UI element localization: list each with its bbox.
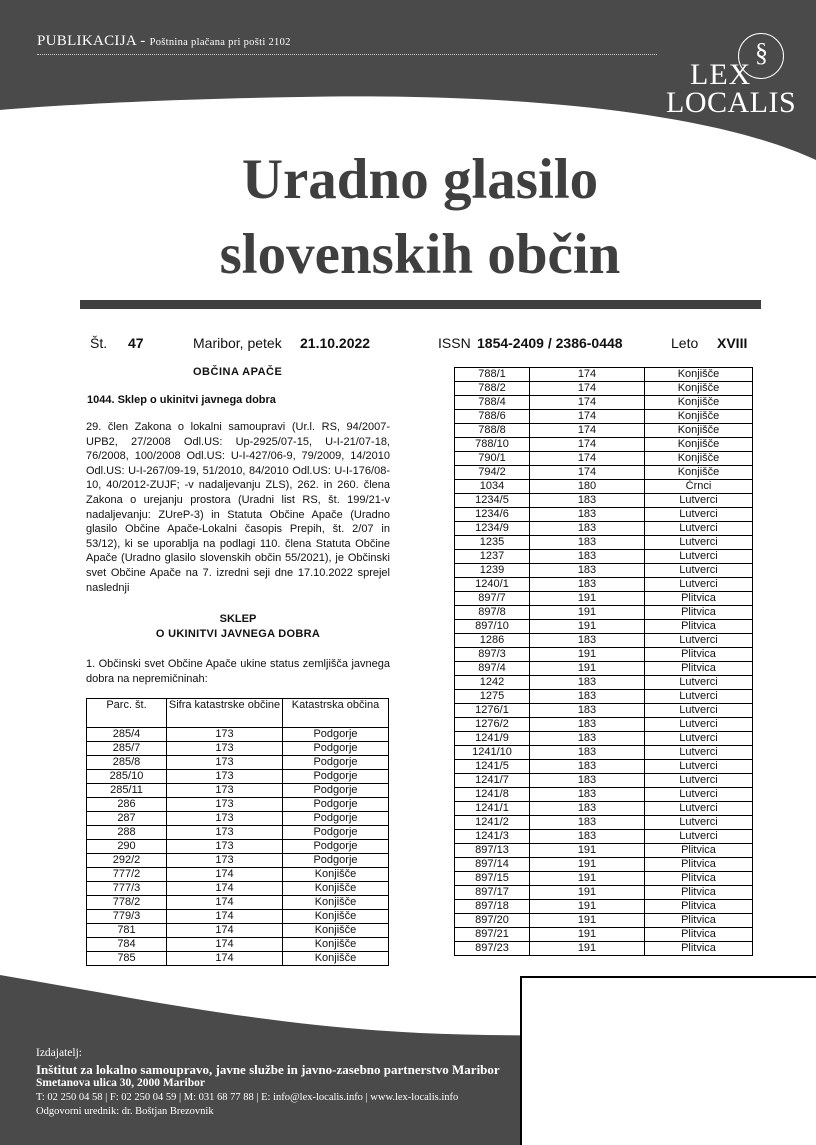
sklep-subtitle: O UKINITVI JAVNEGA DOBRA [155, 628, 321, 640]
page-title-line2: slovenskih občin [219, 223, 621, 286]
cell-code: 180 [530, 480, 645, 494]
table-row [455, 690, 753, 704]
cell-municipality: Plitvica [645, 620, 753, 634]
cell-code: 174 [167, 910, 283, 924]
cell-parcel: 897/13 [455, 844, 530, 858]
cell-parcel: 285/11 [87, 784, 167, 798]
cell-parcel: 897/15 [455, 872, 530, 886]
cell-municipality: Lutverci [645, 522, 753, 536]
cell-parcel: 1241/2 [455, 816, 530, 830]
cell-municipality: Lutverci [645, 788, 753, 802]
cell-code: 191 [530, 858, 645, 872]
cell-parcel: 897/10 [455, 620, 530, 634]
cell-municipality: Lutverci [645, 704, 753, 718]
table-row [87, 910, 389, 924]
cell-parcel: 788/10 [455, 438, 530, 452]
publisher-contacts: T: 02 250 04 58 | F: 02 250 04 59 | M: 031 68 77 88 | E: info@lex-localis.info | www.lex-localis.info [36, 1092, 459, 1103]
cell-code: 183 [530, 494, 645, 508]
cell-code: 174 [530, 424, 645, 438]
cell-municipality: Lutverci [645, 578, 753, 592]
cell-parcel: 897/8 [455, 606, 530, 620]
point-1-text: 1. Občinski svet Občine Apače ukine status zemljišča javnega dobra na nepremičninah: [86, 658, 390, 685]
issue-date: 21.10.2022 [300, 335, 371, 351]
cell-code: 183 [530, 704, 645, 718]
header-parcel: Parc. št. [87, 699, 167, 728]
cell-municipality: Konjišče [645, 466, 753, 480]
cell-code: 174 [530, 396, 645, 410]
cell-municipality: Plitvica [645, 606, 753, 620]
cell-parcel: 287 [87, 812, 167, 826]
table-row [455, 396, 753, 410]
cell-code: 173 [167, 756, 283, 770]
cell-code: 191 [530, 606, 645, 620]
issn-label: ISSN [438, 335, 471, 351]
cell-code: 173 [167, 742, 283, 756]
cell-code: 183 [530, 690, 645, 704]
table-row [87, 868, 389, 882]
cell-municipality: Konjišče [645, 452, 753, 466]
cell-parcel: 788/6 [455, 410, 530, 424]
cell-parcel: 781 [87, 924, 167, 938]
preamble-text: 29. člen Zakona o lokalni samoupravi (Ur.l. RS, 94/2007-UPB2, 27/2008 Odl.US: Up-2925/07-15, U-I-21/07-18, 76/2008, 100/2008 Odl.US: U-I-427/06-9, 79/2009, 14/2010 Odl.US: U-I-267/09-19, 51/2010, 84/2010 Odl.US: U-I-176/08-10, 40/2012-ZUJF; -v nadaljevanju ZLS), 262. in 260. člena Zakona o urejanju prostora (Uradni list RS, št. 199/21-v nadaljevanju: ZUreP-3) in Statuta Občine Apače (Uradno glasilo Občine Apače-Lokalni časopis Prepih, št. 2/07 in 53/12), ki se uporablja na podlagi 110. člena Statuta Občine Apače (Uradno glasilo slovenskih občin 55/2021), je Občinski svet Občine Apače na 7. izredni seji dne 17.10.2022 sprejel naslednji [86, 421, 390, 594]
act-title: 1044. Sklep o ukinitvi javnega dobra [87, 394, 276, 406]
cell-code: 174 [167, 896, 283, 910]
cell-code: 183 [530, 578, 645, 592]
table-row [455, 732, 753, 746]
cell-municipality: Plitvica [645, 662, 753, 676]
table-row [87, 770, 389, 784]
cell-code: 174 [530, 410, 645, 424]
table-row [455, 914, 753, 928]
cell-parcel: 1241/9 [455, 732, 530, 746]
table-header-row [87, 699, 389, 728]
cell-parcel: 785 [87, 952, 167, 966]
cell-municipality: Lutverci [645, 634, 753, 648]
cell-parcel: 285/4 [87, 728, 167, 742]
cell-municipality: Lutverci [645, 536, 753, 550]
cell-municipality: Konjišče [645, 424, 753, 438]
cell-code: 183 [530, 522, 645, 536]
cell-parcel: 1237 [455, 550, 530, 564]
cell-code: 173 [167, 770, 283, 784]
table-row [87, 924, 389, 938]
cell-parcel: 794/2 [455, 466, 530, 480]
table-row [455, 564, 753, 578]
cell-code: 183 [530, 802, 645, 816]
cell-code: 174 [530, 438, 645, 452]
cell-municipality: Podgorje [283, 784, 389, 798]
cell-code: 173 [167, 728, 283, 742]
issue-number-label: Št. [90, 335, 108, 351]
cell-municipality: Plitvica [645, 900, 753, 914]
cell-parcel: 897/14 [455, 858, 530, 872]
year-value: XVIII [717, 335, 748, 351]
cell-code: 173 [167, 854, 283, 868]
cell-parcel: 1234/6 [455, 508, 530, 522]
table-row [87, 812, 389, 826]
table-row [455, 830, 753, 844]
table-row [455, 368, 753, 382]
cell-municipality: Podgorje [283, 840, 389, 854]
postage-note: Poštnina plačana pri pošti 2102 [149, 37, 291, 48]
cell-parcel: 790/1 [455, 452, 530, 466]
cell-code: 183 [530, 508, 645, 522]
table-row [455, 410, 753, 424]
cell-municipality: Plitvica [645, 872, 753, 886]
table-row [455, 886, 753, 900]
cell-code: 191 [530, 620, 645, 634]
header-code: Sifra katastrske občine [167, 699, 283, 728]
table-row [455, 550, 753, 564]
cell-code: 191 [530, 928, 645, 942]
cell-code: 174 [530, 452, 645, 466]
cell-parcel: 788/8 [455, 424, 530, 438]
publication-label: PUBLIKACIJA - Poštnina plačana pri pošti 2102 [37, 33, 291, 49]
table-row [455, 662, 753, 676]
cell-parcel: 1234/9 [455, 522, 530, 536]
cell-municipality: Lutverci [645, 746, 753, 760]
municipality-heading: OBČINA APAČE [193, 366, 283, 378]
cell-municipality: Konjišče [283, 868, 389, 882]
cell-code: 183 [530, 634, 645, 648]
table-row [455, 844, 753, 858]
cell-code: 174 [167, 868, 283, 882]
cell-municipality: Lutverci [645, 774, 753, 788]
issue-place-day: Maribor, petek [193, 335, 282, 351]
table-row [455, 480, 753, 494]
cell-municipality: Lutverci [645, 816, 753, 830]
table-row [455, 606, 753, 620]
cell-code: 174 [530, 368, 645, 382]
cell-municipality: Lutverci [645, 494, 753, 508]
table-row [87, 756, 389, 770]
table-row [455, 466, 753, 480]
cell-code: 191 [530, 592, 645, 606]
table-row [455, 536, 753, 550]
header-divider [37, 54, 657, 55]
cell-parcel: 285/7 [87, 742, 167, 756]
table-row [455, 508, 753, 522]
cell-municipality: Plitvica [645, 942, 753, 956]
publisher-address: Smetanova ulica 30, 2000 Maribor [36, 1077, 205, 1089]
cell-parcel: 1034 [455, 480, 530, 494]
cell-parcel: 777/2 [87, 868, 167, 882]
cell-municipality: Plitvica [645, 648, 753, 662]
cell-municipality: Lutverci [645, 718, 753, 732]
cell-municipality: Lutverci [645, 802, 753, 816]
cell-code: 183 [530, 830, 645, 844]
cell-parcel: 777/3 [87, 882, 167, 896]
cell-municipality: Lutverci [645, 676, 753, 690]
table-row [455, 676, 753, 690]
cell-municipality: Lutverci [645, 690, 753, 704]
table-row [455, 942, 753, 956]
table-row [455, 424, 753, 438]
table-row [455, 746, 753, 760]
cell-parcel: 1242 [455, 676, 530, 690]
cell-municipality: Konjišče [645, 368, 753, 382]
cell-code: 174 [167, 882, 283, 896]
publisher-institute: Inštitut za lokalno samoupravo, javne službe in javno-zasebno partnerstvo Maribor [36, 1062, 500, 1077]
table-row [87, 826, 389, 840]
table-row [455, 928, 753, 942]
table-row [455, 578, 753, 592]
table-row [455, 704, 753, 718]
cell-parcel: 897/20 [455, 914, 530, 928]
table-row [87, 742, 389, 756]
cell-code: 191 [530, 648, 645, 662]
cell-parcel: 779/3 [87, 910, 167, 924]
page-title-line1: Uradno glasilo [241, 148, 599, 211]
table-row [87, 896, 389, 910]
cell-municipality: Plitvica [645, 886, 753, 900]
section-sign-icon: § [755, 38, 768, 67]
cell-municipality: Podgorje [283, 826, 389, 840]
cell-code: 183 [530, 746, 645, 760]
cell-parcel: 1241/8 [455, 788, 530, 802]
issue-number: 47 [128, 335, 144, 351]
cell-municipality: Konjišče [283, 924, 389, 938]
cell-municipality: Plitvica [645, 858, 753, 872]
cell-code: 173 [167, 798, 283, 812]
cell-parcel: 285/10 [87, 770, 167, 784]
cell-code: 174 [167, 924, 283, 938]
cell-code: 174 [530, 466, 645, 480]
table-row [455, 718, 753, 732]
cell-municipality: Konjišče [283, 910, 389, 924]
table-row [87, 728, 389, 742]
cell-parcel: 285/8 [87, 756, 167, 770]
cell-parcel: 788/4 [455, 396, 530, 410]
table-row [455, 760, 753, 774]
cell-municipality: Podgorje [283, 798, 389, 812]
cell-municipality: Lutverci [645, 760, 753, 774]
cell-parcel: 788/1 [455, 368, 530, 382]
table-row [87, 882, 389, 896]
parcels-table-left [86, 698, 389, 966]
cell-municipality: Podgorje [283, 854, 389, 868]
cell-code: 183 [530, 536, 645, 550]
cell-code: 183 [530, 718, 645, 732]
cell-municipality: Črnci [645, 480, 753, 494]
cell-code: 183 [530, 774, 645, 788]
cell-parcel: 1241/3 [455, 830, 530, 844]
table-row [455, 620, 753, 634]
cell-municipality: Lutverci [645, 732, 753, 746]
table-row [455, 900, 753, 914]
table-row [455, 774, 753, 788]
table-row [455, 802, 753, 816]
cell-parcel: 1276/1 [455, 704, 530, 718]
cell-parcel: 1235 [455, 536, 530, 550]
cell-code: 183 [530, 676, 645, 690]
blank-panel [520, 976, 816, 1145]
cell-municipality: Konjišče [283, 896, 389, 910]
cell-code: 191 [530, 942, 645, 956]
table-row [87, 938, 389, 952]
table-row [87, 798, 389, 812]
table-row [455, 494, 753, 508]
cell-municipality: Podgorje [283, 770, 389, 784]
cell-municipality: Lutverci [645, 564, 753, 578]
table-row [455, 452, 753, 466]
logo-text-localis: LOCALIS [666, 86, 797, 119]
sklep-title: SKLEP [219, 613, 257, 625]
table-row [455, 872, 753, 886]
cell-municipality: Plitvica [645, 928, 753, 942]
cell-municipality: Plitvica [645, 592, 753, 606]
publisher-editor: Odgovorni urednik: dr. Boštjan Brezovnik [36, 1106, 214, 1117]
parcels-table-right [454, 367, 753, 956]
table-row [455, 788, 753, 802]
table-row [455, 648, 753, 662]
table-row [455, 858, 753, 872]
cell-parcel: 290 [87, 840, 167, 854]
cell-parcel: 1241/10 [455, 746, 530, 760]
cell-code: 191 [530, 900, 645, 914]
cell-parcel: 1241/7 [455, 774, 530, 788]
table-row [455, 522, 753, 536]
cell-code: 174 [167, 952, 283, 966]
cell-code: 173 [167, 784, 283, 798]
cell-parcel: 897/7 [455, 592, 530, 606]
cell-code: 183 [530, 550, 645, 564]
cell-code: 183 [530, 760, 645, 774]
publisher-label: Izdajatelj: [36, 1047, 82, 1059]
cell-parcel: 788/2 [455, 382, 530, 396]
cell-parcel: 778/2 [87, 896, 167, 910]
cell-parcel: 897/17 [455, 886, 530, 900]
cell-parcel: 897/3 [455, 648, 530, 662]
cell-code: 191 [530, 844, 645, 858]
cell-municipality: Konjišče [645, 396, 753, 410]
year-label: Leto [671, 335, 699, 351]
cell-parcel: 897/4 [455, 662, 530, 676]
cell-parcel: 897/23 [455, 942, 530, 956]
cell-code: 173 [167, 812, 283, 826]
cell-code: 183 [530, 788, 645, 802]
cell-parcel: 1276/2 [455, 718, 530, 732]
table-row [455, 382, 753, 396]
cell-municipality: Podgorje [283, 742, 389, 756]
table-row [455, 592, 753, 606]
cell-municipality: Konjišče [645, 410, 753, 424]
table-row [87, 840, 389, 854]
table-row [455, 438, 753, 452]
cell-municipality: Lutverci [645, 550, 753, 564]
cell-parcel: 784 [87, 938, 167, 952]
cell-parcel: 288 [87, 826, 167, 840]
cell-municipality: Konjišče [645, 382, 753, 396]
cell-municipality: Lutverci [645, 830, 753, 844]
cell-code: 191 [530, 662, 645, 676]
cell-municipality: Podgorje [283, 812, 389, 826]
cell-code: 183 [530, 564, 645, 578]
cell-municipality: Lutverci [645, 508, 753, 522]
cell-parcel: 1286 [455, 634, 530, 648]
cell-code: 173 [167, 840, 283, 854]
header-municipality: Katastrska občina [283, 699, 389, 728]
cell-code: 174 [530, 382, 645, 396]
logo-text-lex: LEX [690, 58, 752, 91]
cell-parcel: 897/18 [455, 900, 530, 914]
cell-code: 174 [167, 938, 283, 952]
cell-parcel: 292/2 [87, 854, 167, 868]
cell-code: 191 [530, 914, 645, 928]
cell-parcel: 1275 [455, 690, 530, 704]
table-row [455, 634, 753, 648]
cell-parcel: 286 [87, 798, 167, 812]
title-rule [80, 300, 761, 309]
cell-municipality: Plitvica [645, 844, 753, 858]
cell-municipality: Konjišče [283, 938, 389, 952]
cell-parcel: 1240/1 [455, 578, 530, 592]
issn-value: 1854-2409 / 2386-0448 [477, 335, 623, 351]
cell-code: 183 [530, 816, 645, 830]
cell-parcel: 1239 [455, 564, 530, 578]
cell-municipality: Plitvica [645, 914, 753, 928]
cell-municipality: Konjišče [645, 438, 753, 452]
cell-parcel: 897/21 [455, 928, 530, 942]
cell-code: 191 [530, 872, 645, 886]
table-row [87, 952, 389, 966]
cell-municipality: Podgorje [283, 756, 389, 770]
table-row [87, 784, 389, 798]
cell-code: 173 [167, 826, 283, 840]
table-row [87, 854, 389, 868]
cell-municipality: Konjišče [283, 952, 389, 966]
cell-parcel: 1241/5 [455, 760, 530, 774]
cell-municipality: Podgorje [283, 728, 389, 742]
table-row [455, 816, 753, 830]
cell-municipality: Konjišče [283, 882, 389, 896]
cell-parcel: 1241/1 [455, 802, 530, 816]
cell-code: 191 [530, 886, 645, 900]
cell-code: 183 [530, 732, 645, 746]
cell-parcel: 1234/5 [455, 494, 530, 508]
